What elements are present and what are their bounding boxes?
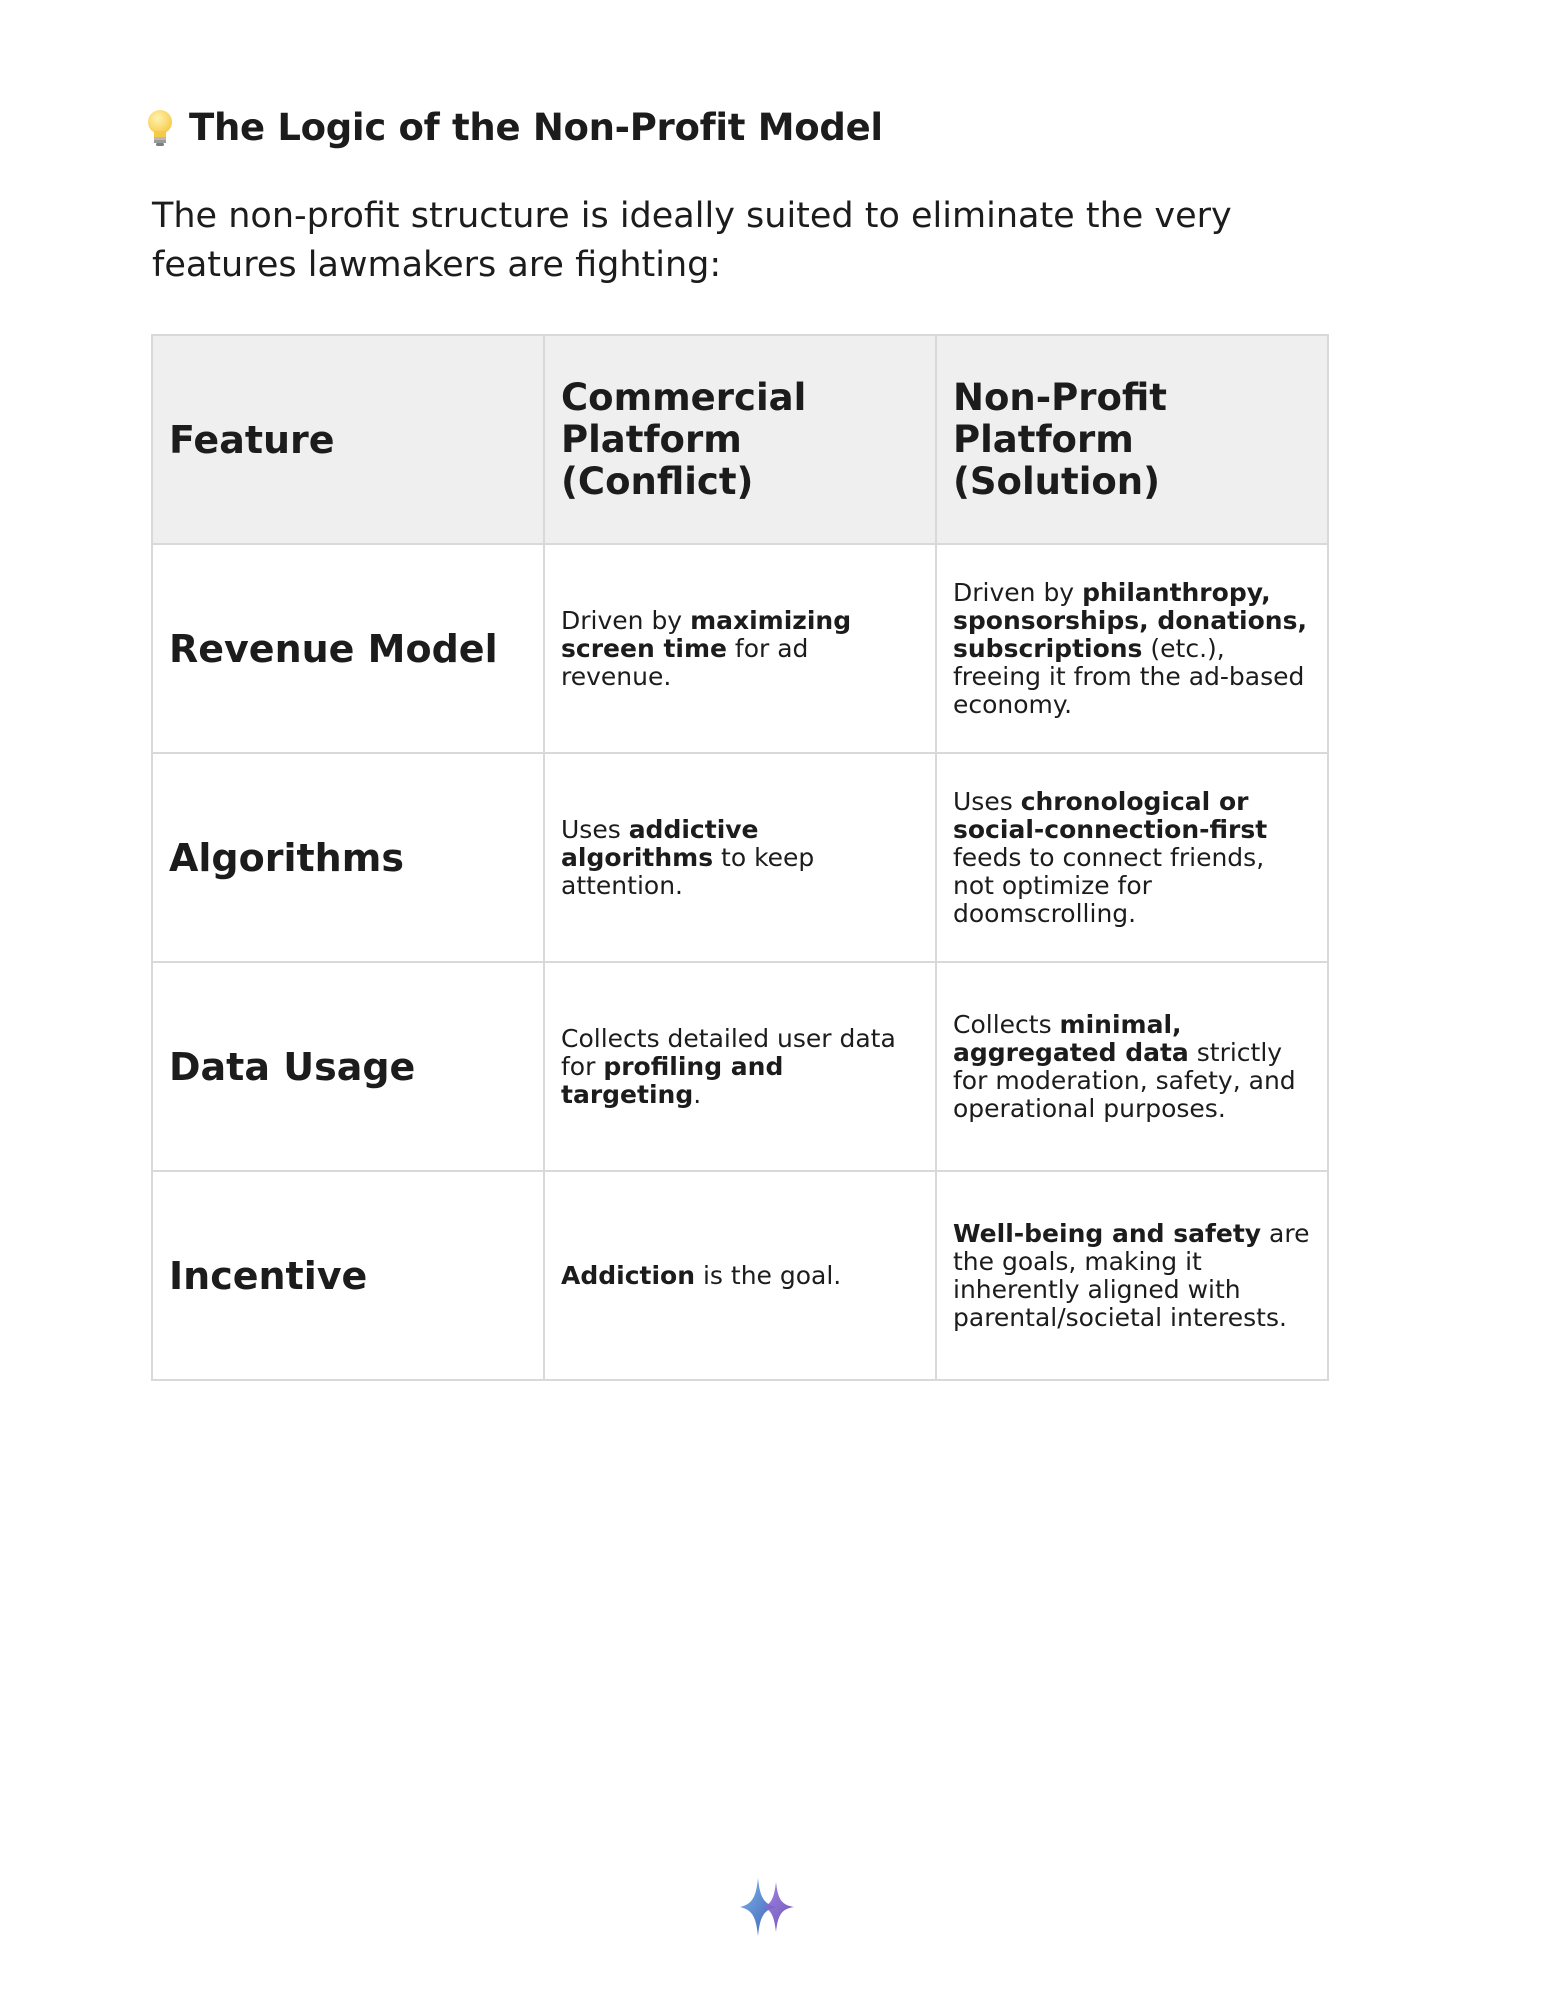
light-bulb-icon	[145, 109, 175, 147]
nonprofit-cell: Driven by philanthropy, sponsorships, donations, subscriptions (etc.), freeing it from the ad-based economy.	[936, 544, 1328, 753]
nonprofit-cell: Collects minimal, aggregated data strictly for moderation, safety, and operational purposes.	[936, 962, 1328, 1171]
column-header-feature: Feature	[152, 335, 544, 544]
emphasis-text: philanthropy, sponsorships, donations, subscriptions	[953, 577, 1307, 663]
emphasis-text: chronological or social-connection-first	[953, 786, 1268, 844]
row-label-revenue-model: Revenue Model	[152, 544, 544, 753]
emphasis-text: minimal, aggregated data	[953, 1009, 1189, 1067]
page-title: The Logic of the Non-Profit Model	[189, 106, 883, 149]
column-header-commercial: Commercial Platform (Conflict)	[544, 335, 936, 544]
commercial-cell: Driven by maximizing screen time for ad revenue.	[544, 544, 936, 753]
row-label-data-usage: Data Usage	[152, 962, 544, 1171]
emphasis-text: maximizing screen time	[561, 605, 852, 663]
commercial-cell: Uses addictive algorithms to keep attention.	[544, 753, 936, 962]
section-heading	[145, 106, 883, 149]
table-row	[152, 962, 1328, 1171]
table-row	[152, 544, 1328, 753]
emphasis-text: Well-being and safety	[953, 1218, 1262, 1248]
comparison-table	[151, 334, 1329, 1381]
column-header-nonprofit: Non-Profit Platform (Solution)	[936, 335, 1328, 544]
row-label-algorithms: Algorithms	[152, 753, 544, 962]
commercial-cell: Collects detailed user data for profiling and targeting.	[544, 962, 936, 1171]
table-row	[152, 753, 1328, 962]
emphasis-text: Addiction	[561, 1260, 696, 1290]
intro-paragraph: The non-profit structure is ideally suited to eliminate the very features lawmakers are fighting:	[152, 196, 1232, 285]
nonprofit-cell: Well-being and safety are the goals, making it inherently aligned with parental/societal interests.	[936, 1171, 1328, 1380]
sparkle-logo-icon	[736, 1876, 798, 1938]
row-label-incentive: Incentive	[152, 1171, 544, 1380]
emphasis-text: addictive algorithms	[561, 814, 759, 872]
emphasis-text: profiling and targeting	[561, 1051, 784, 1109]
table-row	[152, 1171, 1328, 1380]
nonprofit-cell: Uses chronological or social-connection-first feeds to connect friends, not optimize for doomscrolling.	[936, 753, 1328, 962]
table-header-row	[152, 335, 1328, 544]
commercial-cell: Addiction is the goal.	[544, 1171, 936, 1380]
